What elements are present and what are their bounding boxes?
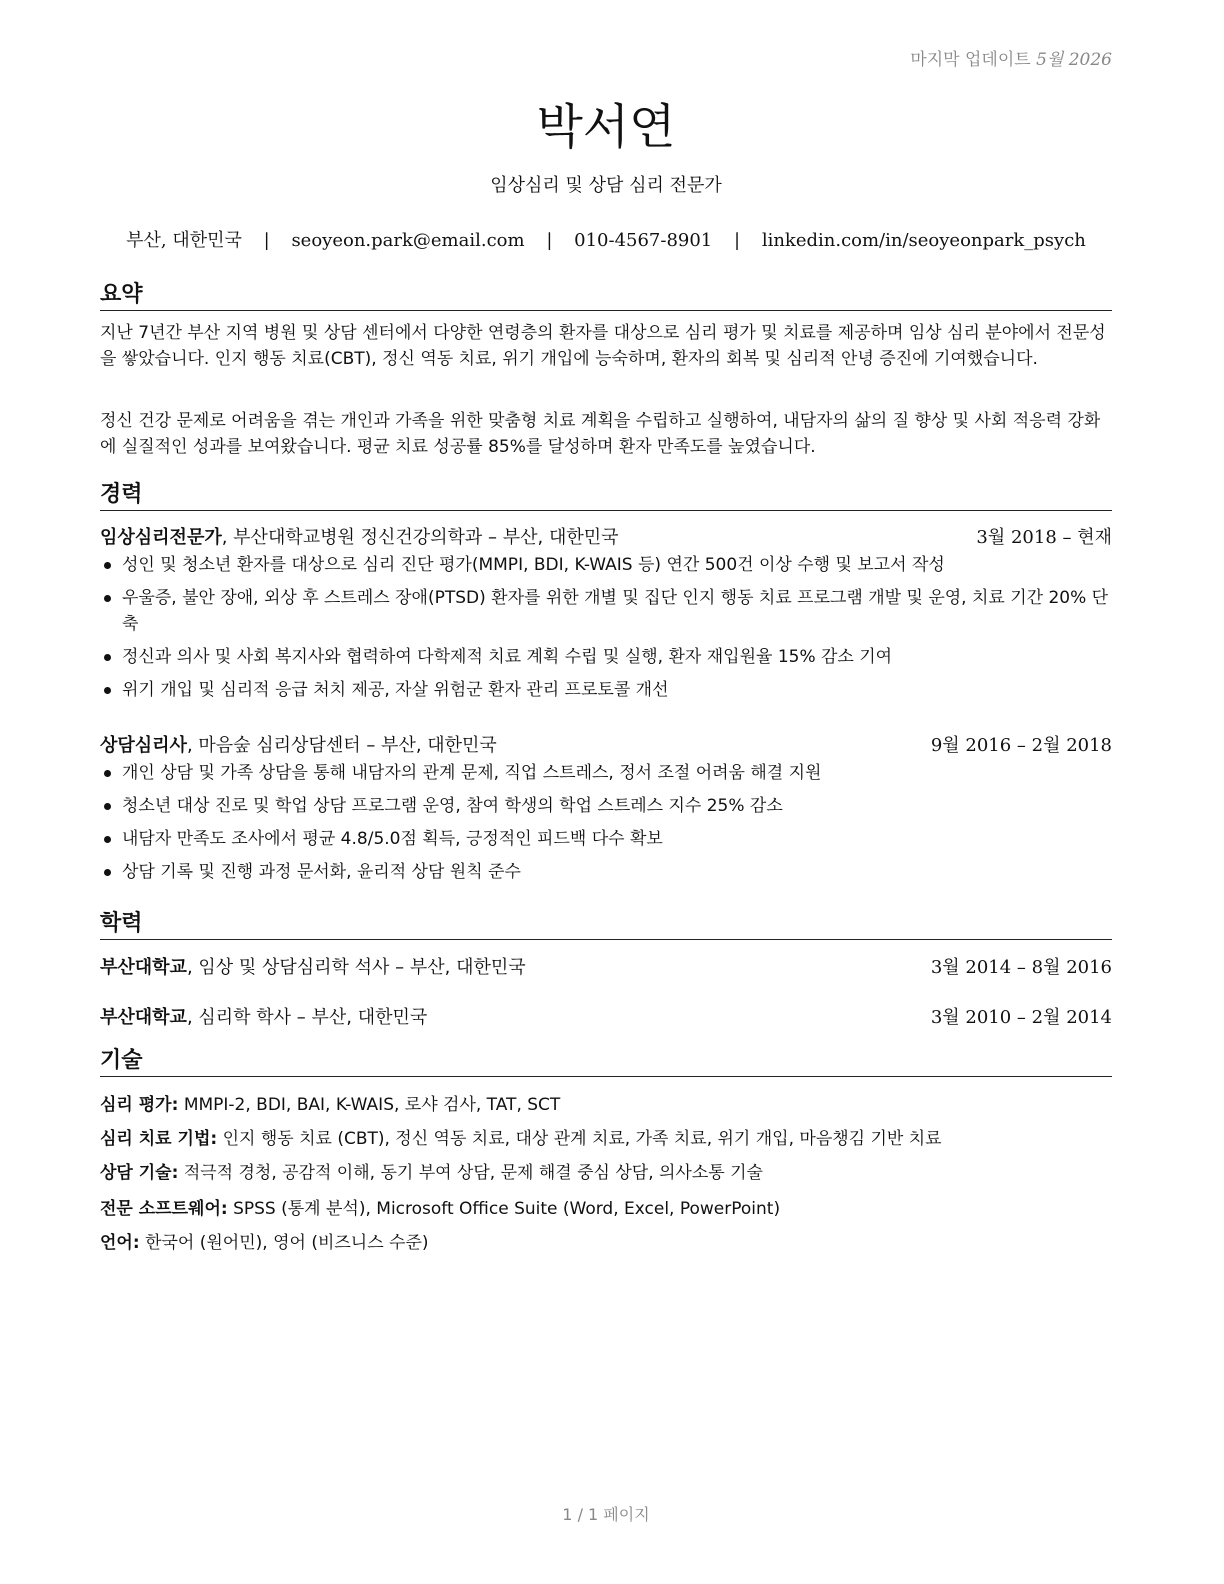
job-bullets xyxy=(100,552,1112,710)
contact-separator: | xyxy=(734,230,741,251)
skill-value: SPSS (통계 분석), Microsoft Office Suite (Word, Excel, PowerPoint) xyxy=(233,1199,781,1219)
section-title-summary: 요약 xyxy=(100,277,1112,311)
skill-row xyxy=(100,1228,1112,1253)
degree-detail: , 임상 및 상담심리학 석사 – 부산, 대한민국 xyxy=(186,957,526,978)
job-role: 임상심리전문가 xyxy=(100,527,222,548)
list-item: 상담 기록 및 진행 과정 문서화, 윤리적 상담 원칙 준수 xyxy=(100,859,1112,885)
resume-page xyxy=(100,0,1112,1584)
last-updated-date: 5월 2026 xyxy=(1036,50,1112,70)
skill-row xyxy=(100,1124,1112,1149)
person-name: 박서연 xyxy=(536,99,676,155)
list-item: 정신과 의사 및 사회 복지사와 협력하여 다학제적 치료 계획 수립 및 실행, 환자 재입원율 15% 감소 기여 xyxy=(100,644,1112,670)
school-name: 부산대학교 xyxy=(100,1007,187,1028)
education-dates: 3월 2014 – 8월 2016 xyxy=(930,957,1112,978)
list-item: 우울증, 불안 장애, 외상 후 스트레스 장애(PTSD) 환자를 위한 개별 및 집단 인지 행동 치료 프로그램 개발 및 운영, 치료 기간 20% 단축 xyxy=(100,585,1112,637)
job-org: , 부산대학교병원 정신건강의학과 – 부산, 대한민국 xyxy=(221,527,619,548)
job-dates: 3월 2018 – 현재 xyxy=(976,527,1112,548)
list-item: 청소년 대상 진로 및 학업 상담 프로그램 운영, 참여 학생의 학업 스트레스 지수 25% 감소 xyxy=(100,793,1112,819)
section-title-skills: 기술 xyxy=(100,1043,1112,1077)
job-org: , 마음숲 심리상담센터 – 부산, 대한민국 xyxy=(186,735,497,756)
education-entry xyxy=(100,953,1112,979)
last-updated-label: 마지막 업데이트 xyxy=(910,50,1031,70)
skill-value: MMPI-2, BDI, BAI, K-WAIS, 로샤 검사, TAT, SCT xyxy=(183,1095,561,1115)
section-title-education: 학력 xyxy=(100,906,1112,940)
skill-value: 적극적 경청, 공감적 이해, 동기 부여 상담, 문제 해결 중심 상담, 의사소통 기술 xyxy=(183,1163,763,1183)
contact-phone: 010-4567-8901 xyxy=(574,230,713,251)
job-subtitle: 임상심리 및 상담 심리 전문가 xyxy=(490,175,722,196)
last-updated xyxy=(910,45,1112,70)
contact-separator: | xyxy=(546,230,553,251)
section-title-experience: 경력 xyxy=(100,477,1112,511)
summary-paragraph: 정신 건강 문제로 어려움을 겪는 개인과 가족을 위한 맞춤형 치료 계획을 수립하고 실행하여, 내담자의 삶의 질 향상 및 사회 적응력 강화에 실질적인 성과를 보여왔습니다. 평균 치료 성공률 85%를 달성하며 환자 만족도를 높였습니다. xyxy=(100,411,1101,457)
contact-line xyxy=(100,226,1112,252)
school-name: 부산대학교 xyxy=(100,957,187,978)
list-item: 내담자 만족도 조사에서 평균 4.8/5.0점 획득, 긍정적인 피드백 다수 확보 xyxy=(100,826,1112,852)
summary-paragraph: 지난 7년간 부산 지역 병원 및 상담 센터에서 다양한 연령층의 환자를 대상으로 심리 평가 및 치료를 제공하며 임상 심리 분야에서 전문성을 쌓았습니다. 인지 행동 치료(CBT), 정신 역동 치료, 위기 개입에 능숙하며, 환자의 회복 및 심리적 안녕 증진에 기여했습니다. xyxy=(100,323,1106,369)
job-dates: 9월 2016 – 2월 2018 xyxy=(930,735,1112,756)
job-bullets xyxy=(100,760,1112,892)
contact-linkedin[interactable]: linkedin.com/in/seoyeonpark_psych xyxy=(761,230,1086,251)
contact-email[interactable]: seoyeon.park@email.com xyxy=(291,230,525,251)
job-role: 상담심리사 xyxy=(100,735,187,756)
skill-row xyxy=(100,1090,1112,1115)
page-number: 1 / 1 페이지 xyxy=(562,1505,650,1524)
skill-label: 심리 치료 기법: xyxy=(100,1129,218,1149)
degree-detail: , 심리학 학사 – 부산, 대한민국 xyxy=(186,1007,428,1028)
skill-value: 인지 행동 치료 (CBT), 정신 역동 치료, 대상 관계 치료, 가족 치료, 위기 개입, 마음챙김 기반 치료 xyxy=(222,1129,942,1149)
list-item: 위기 개입 및 심리적 응급 처치 제공, 자살 위험군 환자 관리 프로토콜 개선 xyxy=(100,677,1112,703)
skill-row xyxy=(100,1194,1112,1219)
contact-separator: | xyxy=(263,230,270,251)
list-item: 개인 상담 및 가족 상담을 통해 내담자의 관계 문제, 직업 스트레스, 정서 조절 어려움 해결 지원 xyxy=(100,760,1112,786)
skill-value: 한국어 (원어민), 영어 (비즈니스 수준) xyxy=(145,1233,429,1253)
job-heading xyxy=(100,731,1112,757)
contact-location: 부산, 대한민국 xyxy=(126,230,242,251)
education-dates: 3월 2010 – 2월 2014 xyxy=(930,1007,1112,1028)
skill-label: 심리 평가: xyxy=(100,1095,179,1115)
skill-row xyxy=(100,1158,1112,1183)
education-entry xyxy=(100,1003,1112,1029)
skill-label: 언어: xyxy=(100,1233,140,1253)
skill-label: 전문 소프트웨어: xyxy=(100,1199,228,1219)
job-heading xyxy=(100,523,1112,549)
skill-label: 상담 기술: xyxy=(100,1163,179,1183)
list-item: 성인 및 청소년 환자를 대상으로 심리 진단 평가(MMPI, BDI, K-WAIS 등) 연간 500건 이상 수행 및 보고서 작성 xyxy=(100,552,1112,578)
